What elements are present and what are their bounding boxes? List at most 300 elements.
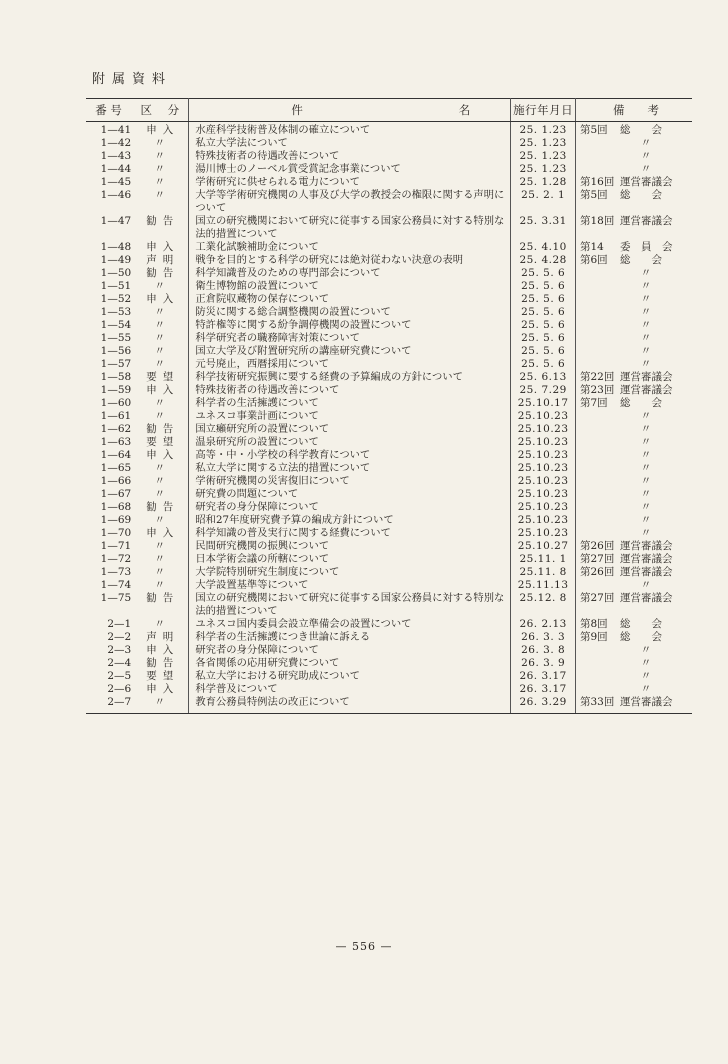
table-row	[86, 683, 692, 696]
row-note-ditto: 〃	[640, 293, 652, 305]
table-row	[86, 423, 692, 436]
row-category: 〃	[137, 319, 189, 332]
row-note-ditto: 〃	[640, 306, 652, 318]
row-category: 申入	[137, 449, 189, 462]
row-note	[576, 488, 693, 501]
row-number: 1—68	[100, 501, 132, 513]
row-note	[576, 527, 693, 540]
row-category: 要望	[137, 436, 189, 449]
row-title: 湯川博士のノーベル賞受賞記念事業について	[189, 163, 511, 176]
row-note-session: 第27回	[580, 553, 615, 565]
table-row	[86, 163, 692, 176]
row-category: 勧告	[137, 592, 189, 618]
row-category: 〃	[137, 189, 189, 215]
row-number: 1—52	[100, 293, 132, 305]
row-category: 〃	[137, 696, 189, 714]
row-number: 1—66	[100, 475, 132, 487]
row-title: 研究費の問題について	[189, 488, 511, 501]
row-category: 〃	[137, 358, 189, 371]
row-note	[576, 397, 693, 410]
row-date: 25. 6.13	[511, 371, 576, 384]
table-row	[86, 384, 692, 397]
table-row	[86, 579, 692, 592]
row-number: 1—71	[100, 540, 132, 552]
row-category: 〃	[137, 397, 189, 410]
table-row	[86, 696, 692, 714]
row-note-session: 第27回	[580, 592, 615, 604]
row-note	[576, 215, 693, 241]
row-title: 私立大学法について	[189, 137, 511, 150]
row-note	[576, 540, 693, 553]
row-category: 〃	[137, 475, 189, 488]
row-category: 〃	[137, 514, 189, 527]
table-row	[86, 137, 692, 150]
row-title: 特許権等に関する紛争調停機関の設置について	[189, 319, 511, 332]
row-title: 科学知識の普及実行に関する経費について	[189, 527, 511, 540]
col-header-title-left: 件	[291, 103, 303, 117]
row-note-body: 運営審議会	[620, 592, 673, 604]
row-category: 〃	[137, 566, 189, 579]
row-number: 1—63	[100, 436, 132, 448]
table-row	[86, 410, 692, 423]
row-category: 〃	[137, 345, 189, 358]
row-note-session: 第6回	[580, 254, 608, 266]
row-number: 1—73	[100, 566, 132, 578]
row-note-session: 第5回	[580, 189, 608, 201]
table-row	[86, 501, 692, 514]
resolutions-table	[86, 98, 692, 714]
row-date: 26. 3.17	[511, 670, 576, 683]
row-title: 衛生博物館の設置について	[189, 280, 511, 293]
row-number: 1—49	[100, 254, 132, 266]
row-category: 〃	[137, 618, 189, 631]
row-title: 水産科学技術普及体制の確立について	[189, 122, 511, 138]
row-date: 25. 5. 6	[511, 319, 576, 332]
row-note-body: 運営審議会	[620, 553, 673, 565]
table-row	[86, 670, 692, 683]
row-note	[576, 189, 693, 215]
row-note	[576, 683, 693, 696]
row-note	[576, 358, 693, 371]
col-header-title-right: 名	[458, 103, 471, 117]
row-number: 1—69	[100, 514, 132, 526]
row-title: 国立大学及び附置研究所の講座研究費について	[189, 345, 511, 358]
row-number: 1—47	[100, 215, 132, 227]
row-title: 民間研究機関の振興について	[189, 540, 511, 553]
row-category: 〃	[137, 137, 189, 150]
row-title: 学術研究に供せられる電力について	[189, 176, 511, 189]
row-date: 25.10.27	[511, 540, 576, 553]
row-note-ditto: 〃	[640, 644, 652, 656]
row-date: 25. 5. 6	[511, 358, 576, 371]
row-number: 2—5	[107, 670, 132, 682]
row-note	[576, 293, 693, 306]
page-number: — 556 —	[335, 940, 393, 953]
row-title: 国立の研究機関において研究に従事する国家公務員に対する特別な法的措置について	[189, 592, 511, 618]
row-note	[576, 514, 693, 527]
row-title: ユネスコ国内委員会設立準備会の設置について	[189, 618, 511, 631]
row-number: 1—41	[100, 124, 132, 136]
row-note-ditto: 〃	[640, 436, 652, 448]
row-note-session: 第8回	[580, 618, 608, 630]
row-title: 私立大学における研究助成について	[189, 670, 511, 683]
row-note-body: 運営審議会	[620, 696, 673, 708]
row-note	[576, 371, 693, 384]
row-note-ditto: 〃	[640, 501, 652, 513]
row-title: 国立癩研究所の設置について	[189, 423, 511, 436]
row-date: 25.10.17	[511, 397, 576, 410]
row-note-ditto: 〃	[640, 488, 652, 500]
row-note-body: 総 会	[620, 124, 662, 136]
row-number: 1—51	[100, 280, 132, 292]
table-row	[86, 592, 692, 618]
row-number: 1—56	[100, 345, 132, 357]
row-category: 〃	[137, 332, 189, 345]
row-note-body: 運営審議会	[620, 384, 673, 396]
row-date: 26. 3.29	[511, 696, 576, 714]
row-note	[576, 618, 693, 631]
row-note	[576, 280, 693, 293]
row-note	[576, 501, 693, 514]
row-note	[576, 631, 693, 644]
table-row	[86, 436, 692, 449]
row-date: 25.10.23	[511, 423, 576, 436]
row-date: 25. 4.10	[511, 241, 576, 254]
row-title: 大学院特別研究生制度について	[189, 566, 511, 579]
row-date: 25. 1.23	[511, 150, 576, 163]
table-row	[86, 618, 692, 631]
row-date: 25.10.23	[511, 436, 576, 449]
row-note	[576, 241, 693, 254]
row-date: 26. 3. 9	[511, 657, 576, 670]
row-category: 〃	[137, 163, 189, 176]
row-note-ditto: 〃	[640, 579, 652, 591]
row-number: 1—60	[100, 397, 132, 409]
row-category: 申入	[137, 527, 189, 540]
row-note-ditto: 〃	[640, 150, 652, 162]
row-note	[576, 592, 693, 618]
row-number: 2—6	[107, 683, 132, 695]
table-row	[86, 150, 692, 163]
row-note-ditto: 〃	[640, 410, 652, 422]
table-row	[86, 644, 692, 657]
row-note	[576, 345, 693, 358]
row-number: 1—67	[100, 488, 132, 500]
row-date: 25.10.23	[511, 488, 576, 501]
row-date: 25.10.23	[511, 501, 576, 514]
row-title: 私立大学に関する立法的措置について	[189, 462, 511, 475]
row-date: 26. 2.13	[511, 618, 576, 631]
table-row	[86, 280, 692, 293]
row-category: 勧告	[137, 267, 189, 280]
row-title: 科学研究者の職務障害対策について	[189, 332, 511, 345]
row-note-session: 第33回	[580, 696, 615, 708]
row-date: 25. 5. 6	[511, 280, 576, 293]
row-note-session: 第23回	[580, 384, 615, 396]
row-note-ditto: 〃	[640, 280, 652, 292]
row-number: 1—62	[100, 423, 132, 435]
row-category: 声明	[137, 254, 189, 267]
row-title: 正倉院収蔵物の保存について	[189, 293, 511, 306]
row-category: 〃	[137, 280, 189, 293]
row-note	[576, 150, 693, 163]
row-number: 1—54	[100, 319, 132, 331]
row-note-ditto: 〃	[640, 332, 652, 344]
table-row	[86, 319, 692, 332]
row-date: 25.11. 8	[511, 566, 576, 579]
row-note-ditto: 〃	[640, 137, 652, 149]
row-title: 各省関係の応用研究費について	[189, 657, 511, 670]
row-note	[576, 566, 693, 579]
row-number: 1—53	[100, 306, 132, 318]
row-note-ditto: 〃	[640, 423, 652, 435]
table-row	[86, 254, 692, 267]
table-row	[86, 241, 692, 254]
row-note-body: 総 会	[620, 397, 662, 409]
row-category: 申入	[137, 644, 189, 657]
row-number: 1—57	[100, 358, 132, 370]
row-title: 科学者の生活擁護について	[189, 397, 511, 410]
row-note	[576, 475, 693, 488]
row-note	[576, 410, 693, 423]
table-row	[86, 449, 692, 462]
row-number: 1—70	[100, 527, 132, 539]
row-note-body: 運営審議会	[620, 540, 673, 552]
col-header-date: 施行年月日	[511, 99, 576, 122]
table-row	[86, 631, 692, 644]
table-header-row	[86, 99, 692, 122]
row-date: 25. 5. 6	[511, 332, 576, 345]
row-date: 25. 4.28	[511, 254, 576, 267]
row-number: 1—61	[100, 410, 132, 422]
table-row	[86, 267, 692, 280]
table-body	[86, 122, 692, 714]
row-note-body: 総 会	[620, 254, 662, 266]
row-note-session: 第5回	[580, 124, 608, 136]
table-row	[86, 488, 692, 501]
table-row	[86, 540, 692, 553]
row-category: 要望	[137, 670, 189, 683]
row-note-session: 第26回	[580, 540, 615, 552]
row-date: 26. 3. 3	[511, 631, 576, 644]
table-row	[86, 657, 692, 670]
row-category: 声明	[137, 631, 189, 644]
row-note-ditto: 〃	[640, 670, 652, 682]
row-note	[576, 696, 693, 714]
row-date: 25.10.23	[511, 527, 576, 540]
table-row	[86, 527, 692, 540]
row-number: 1—43	[100, 150, 132, 162]
row-note-session: 第9回	[580, 631, 608, 643]
row-title: 学術研究機関の災害復旧について	[189, 475, 511, 488]
row-note	[576, 657, 693, 670]
table-row	[86, 397, 692, 410]
row-date: 25. 2. 1	[511, 189, 576, 215]
row-note	[576, 644, 693, 657]
table-row	[86, 514, 692, 527]
row-note	[576, 267, 693, 280]
row-category: 〃	[137, 462, 189, 475]
row-note	[576, 137, 693, 150]
row-note-ditto: 〃	[640, 514, 652, 526]
row-category: 〃	[137, 306, 189, 319]
row-title: 科学技術研究振興に要する経費の予算編成の方針について	[189, 371, 511, 384]
row-note-ditto: 〃	[640, 345, 652, 357]
row-number: 1—75	[100, 592, 132, 604]
row-note-session: 第22回	[580, 371, 615, 383]
table-row	[86, 566, 692, 579]
row-note	[576, 553, 693, 566]
row-note	[576, 670, 693, 683]
row-title: 戦争を目的とする科学の研究には絶対従わない決意の表明	[189, 254, 511, 267]
row-note	[576, 436, 693, 449]
row-note-session: 第14	[580, 241, 604, 253]
row-date: 25. 1.28	[511, 176, 576, 189]
row-date: 25. 7.29	[511, 384, 576, 397]
row-category: 申入	[137, 683, 189, 696]
row-title: 大学設置基準等について	[189, 579, 511, 592]
row-note-body: 総 会	[620, 618, 662, 630]
row-note-ditto: 〃	[640, 657, 652, 669]
row-title: 科学知識普及のための専門部会について	[189, 267, 511, 280]
table-row	[86, 306, 692, 319]
row-title: 特殊技術者の待遇改善について	[189, 150, 511, 163]
table-row	[86, 332, 692, 345]
row-number: 2—2	[107, 631, 132, 643]
row-title: 研究者の身分保障について	[189, 644, 511, 657]
row-date: 25.10.23	[511, 449, 576, 462]
row-category: 申入	[137, 241, 189, 254]
row-note	[576, 384, 693, 397]
row-category: 要望	[137, 371, 189, 384]
page-header: 附属資料	[92, 72, 173, 87]
table-row	[86, 462, 692, 475]
row-number: 2—7	[86, 696, 137, 714]
row-date: 25.10.23	[511, 410, 576, 423]
row-title: 防災に関する総合調整機関の設置について	[189, 306, 511, 319]
row-note-ditto: 〃	[640, 449, 652, 461]
row-title: 科学普及について	[189, 683, 511, 696]
row-note-ditto: 〃	[640, 267, 652, 279]
row-date: 25. 5. 6	[511, 306, 576, 319]
row-category: 申入	[137, 384, 189, 397]
row-number: 1—58	[100, 371, 132, 383]
table-row	[86, 371, 692, 384]
row-title: 研究者の身分保障について	[189, 501, 511, 514]
table-row	[86, 345, 692, 358]
row-note	[576, 423, 693, 436]
table-row	[86, 122, 692, 138]
row-category: 〃	[137, 176, 189, 189]
row-note-ditto: 〃	[640, 462, 652, 474]
row-title: 高等・中・小学校の科学教育について	[189, 449, 511, 462]
row-date: 25.11. 1	[511, 553, 576, 566]
row-note	[576, 176, 693, 189]
row-note	[576, 122, 693, 138]
row-note-body: 運営審議会	[620, 371, 673, 383]
row-title: 元号廃止，西暦採用について	[189, 358, 511, 371]
row-category: 〃	[137, 150, 189, 163]
row-note-ditto: 〃	[640, 319, 652, 331]
row-note-ditto: 〃	[640, 163, 652, 175]
row-category: 勧告	[137, 423, 189, 436]
row-note	[576, 462, 693, 475]
row-number: 1—74	[100, 579, 132, 591]
row-date: 25.12. 8	[511, 592, 576, 618]
row-note-ditto: 〃	[640, 527, 652, 539]
row-note	[576, 306, 693, 319]
row-date: 26. 3.17	[511, 683, 576, 696]
table-row	[86, 215, 692, 241]
row-title: 教育公務員特例法の改正について	[189, 696, 511, 714]
row-note-session: 第16回	[580, 176, 615, 188]
row-note-body: 総 会	[620, 631, 662, 643]
row-note-session: 第7回	[580, 397, 608, 409]
table-row	[86, 176, 692, 189]
row-number: 2—3	[107, 644, 132, 656]
row-note-ditto: 〃	[640, 683, 652, 695]
row-date: 26. 3. 8	[511, 644, 576, 657]
row-note	[576, 163, 693, 176]
row-number: 1—50	[100, 267, 132, 279]
row-title: 大学等学術研究機関の人事及び大学の教授会の権限に関する声明について	[189, 189, 511, 215]
row-title: 日本学術会議の所轄について	[189, 553, 511, 566]
table-row	[86, 293, 692, 306]
row-note-body: 総 会	[620, 189, 662, 201]
row-number: 1—46	[100, 189, 132, 201]
row-title: 昭和27年度研究費予算の編成方針について	[189, 514, 511, 527]
row-note-session: 第18回	[580, 215, 615, 227]
row-category: 〃	[137, 540, 189, 553]
row-date: 25. 5. 6	[511, 345, 576, 358]
row-category: 申入	[137, 293, 189, 306]
row-note-ditto: 〃	[640, 475, 652, 487]
col-header-category: 区 分	[137, 99, 189, 122]
table-row	[86, 358, 692, 371]
row-date: 25.10.23	[511, 462, 576, 475]
table-row	[86, 553, 692, 566]
row-note-body: 運営審議会	[620, 566, 673, 578]
row-category: 勧告	[137, 657, 189, 670]
row-date: 25.10.23	[511, 514, 576, 527]
row-title: ユネスコ事業計画について	[189, 410, 511, 423]
col-header-note: 備 考	[576, 99, 693, 122]
row-number: 2—1	[107, 618, 132, 630]
row-date: 25. 1.23	[511, 163, 576, 176]
row-note-session: 第26回	[580, 566, 615, 578]
row-date: 25. 5. 6	[511, 293, 576, 306]
row-title: 工業化試験補助金について	[189, 241, 511, 254]
row-title: 国立の研究機関において研究に従事する国家公務員に対する特別な法的措置について	[189, 215, 511, 241]
col-header-number: 番 号	[86, 99, 137, 122]
row-number: 1—72	[100, 553, 132, 565]
row-category: 〃	[137, 579, 189, 592]
col-header-title	[189, 99, 511, 122]
table-row	[86, 189, 692, 215]
row-note-body: 運営審議会	[620, 176, 673, 188]
row-number: 1—42	[100, 137, 132, 149]
row-title: 温泉研究所の設置について	[189, 436, 511, 449]
row-note-body: 委 員 会	[620, 241, 673, 253]
row-category: 〃	[137, 553, 189, 566]
table-row	[86, 475, 692, 488]
row-note	[576, 579, 693, 592]
row-category: 〃	[137, 488, 189, 501]
row-title: 特殊技術者の待遇改善について	[189, 384, 511, 397]
row-title: 科学者の生活擁護につき世論に訴える	[189, 631, 511, 644]
row-note	[576, 254, 693, 267]
row-note	[576, 332, 693, 345]
